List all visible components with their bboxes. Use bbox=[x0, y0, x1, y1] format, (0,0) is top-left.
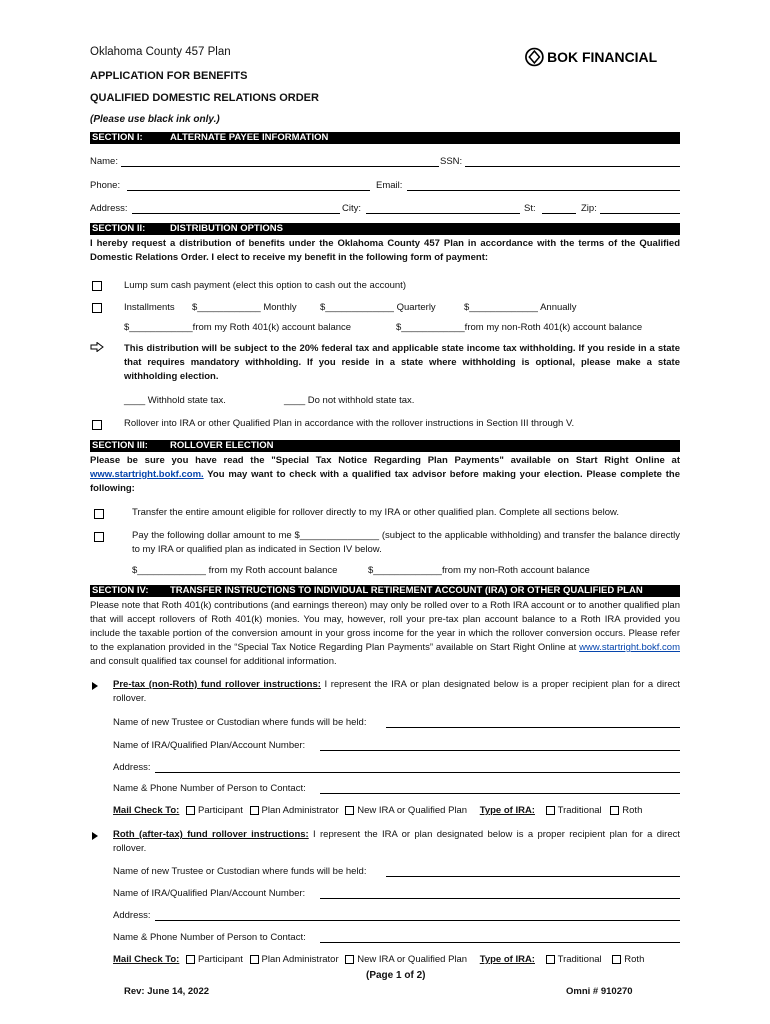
roth-contact-field[interactable] bbox=[320, 942, 680, 943]
startright-link[interactable]: www.startright.bokf.com. bbox=[90, 469, 204, 480]
startright-link[interactable]: www.startright.bokf.com bbox=[579, 642, 680, 653]
section-3-bar bbox=[90, 440, 680, 452]
section-number: SECTION IV: bbox=[92, 585, 149, 596]
rollover-intro-text-2: You may want to check with a qualified tax advisor before making your election. Please complete the following: bbox=[90, 469, 681, 494]
type-ira-label: Type of IRA: bbox=[479, 954, 535, 965]
transfer-intro-text: Please note that Roth 401(k) contributions (and earnings thereon) may only be rolled over to a Roth IRA account or to another qualified plan that will accept rollovers of Roth 401(k) monies. You may, however, roll your pre-tax plan account balance to a Roth IRA provided you include the taxable portion of the conversion amount in your gross income for the year in which the rollover conversion occurs. Please refer to the explanation provided in the “Special Tax Notice Regarding Plan Payments” available on Start Right Online at bbox=[90, 600, 680, 653]
plan-name: Oklahoma County 457 Plan bbox=[90, 46, 231, 58]
phone-field[interactable] bbox=[127, 190, 370, 191]
distribution-intro: I hereby request a distribution of benefits under the Oklahoma County 457 Plan in accordance with the terms of the Qualified Domestic Relations Order. I elect to receive my benefit in the following form of payment: bbox=[90, 238, 680, 263]
plan-admin-label: Plan Administrator bbox=[261, 805, 339, 816]
new-ira-checkbox[interactable] bbox=[345, 955, 354, 964]
rollover-label: Rollover into IRA or other Qualified Plan in accordance with the rollover instructions in Section III through V. bbox=[124, 418, 575, 429]
installments-label: Installments bbox=[124, 302, 175, 313]
arrow-right-icon bbox=[90, 342, 104, 352]
participant-label: Participant bbox=[197, 954, 243, 965]
email-field[interactable] bbox=[407, 190, 680, 191]
rollover-intro bbox=[90, 454, 680, 496]
mail-check-label: Mail Check To: bbox=[113, 805, 180, 816]
section-title: ROLLOVER ELECTION bbox=[170, 440, 274, 451]
roth-trustee-field[interactable] bbox=[386, 876, 680, 877]
svg-text:BOK FINANCIAL: BOK FINANCIAL bbox=[547, 49, 658, 66]
mail-check-label: Mail Check To: bbox=[113, 954, 180, 965]
ssn-label: SSN: bbox=[440, 156, 463, 167]
roth-account-field[interactable] bbox=[320, 898, 680, 899]
section-4-bar bbox=[90, 585, 680, 597]
city-label: City: bbox=[342, 203, 361, 214]
transfer-intro bbox=[90, 599, 680, 669]
revision-date: Rev: June 14, 2022 bbox=[124, 986, 210, 997]
new-ira-label: New IRA or Qualified Plan bbox=[357, 805, 468, 816]
name-label: Name: bbox=[90, 156, 118, 167]
zip-label: Zip: bbox=[581, 203, 597, 214]
lump-sum-checkbox[interactable] bbox=[92, 281, 102, 291]
plan-admin-checkbox[interactable] bbox=[250, 806, 259, 815]
ssn-field[interactable] bbox=[465, 166, 680, 167]
transfer-entire-label: Transfer the entire amount eligible for rollover directly to my IRA or other qualified plan. Complete all sections below. bbox=[132, 507, 620, 518]
new-ira-checkbox[interactable] bbox=[345, 806, 354, 815]
nonroth-balance-field[interactable]: $____________from my non-Roth 401(k) account balance bbox=[396, 322, 643, 333]
roth-checkbox[interactable] bbox=[612, 955, 621, 964]
ink-note: (Please use black ink only.) bbox=[90, 114, 220, 125]
tax-withholding-note: This distribution will be subject to the 20% federal tax and applicable state income tax withholding. If you reside in a state that requires mandatory withholding. If you reside in a state where withholding is optional, please make a state withholding election. bbox=[124, 343, 680, 382]
roth-balance-field[interactable]: $____________from my Roth 401(k) account balance bbox=[124, 322, 352, 333]
name-field[interactable] bbox=[121, 166, 439, 167]
rollover-intro-text: Please be sure you have read the "Special Tax Notice Regarding Plan Payments" available on Start Right Online at bbox=[90, 455, 680, 466]
installments-checkbox[interactable] bbox=[92, 303, 102, 313]
pretax-address-field[interactable] bbox=[155, 772, 680, 773]
state-field[interactable] bbox=[542, 213, 576, 214]
pay-amount-checkbox[interactable] bbox=[94, 532, 104, 542]
pretax-text: I represent the IRA or plan designated below is a proper recipient plan for a direct rollover. bbox=[113, 679, 680, 704]
section-title: ALTERNATE PAYEE INFORMATION bbox=[170, 132, 329, 143]
address-field[interactable] bbox=[132, 213, 340, 214]
omni-number: Omni # 910270 bbox=[566, 986, 633, 997]
plan-admin-checkbox[interactable] bbox=[250, 955, 259, 964]
roth-text: I represent the IRA or plan designated below is a proper recipient plan for a direct rollover. bbox=[113, 829, 681, 854]
type-ira-label: Type of IRA: bbox=[479, 805, 535, 816]
participant-checkbox[interactable] bbox=[186, 955, 195, 964]
triangle-bullet-icon bbox=[92, 832, 98, 840]
form-title: APPLICATION FOR BENEFITS bbox=[90, 70, 248, 82]
participant-checkbox[interactable] bbox=[186, 806, 195, 815]
roth-mail-check-row bbox=[113, 954, 644, 965]
pretax-account-label: Name of IRA/Qualified Plan/Account Number: bbox=[113, 740, 306, 751]
roth-account-label: Name of IRA/Qualified Plan/Account Number: bbox=[113, 888, 306, 899]
pretax-account-field[interactable] bbox=[320, 750, 680, 751]
form-subtitle: QUALIFIED DOMESTIC RELATIONS ORDER bbox=[90, 92, 319, 104]
new-ira-label: New IRA or Qualified Plan bbox=[357, 954, 468, 965]
roth-trustee-label: Name of new Trustee or Custodian where funds will be held: bbox=[113, 866, 367, 877]
rollover-checkbox[interactable] bbox=[92, 420, 102, 430]
address-label: Address: bbox=[90, 203, 128, 214]
transfer-intro-text-2: and consult qualified tax counsel for additional information. bbox=[90, 656, 337, 667]
city-field[interactable] bbox=[366, 213, 520, 214]
page-number: (Page 1 of 2) bbox=[366, 970, 426, 981]
pretax-address-label: Address: bbox=[113, 762, 151, 773]
pretax-contact-field[interactable] bbox=[320, 793, 680, 794]
nonroth-account-amount-field[interactable]: $_____________from my non-Roth account balance bbox=[368, 565, 590, 576]
transfer-entire-checkbox[interactable] bbox=[94, 509, 104, 519]
section-1-bar bbox=[90, 132, 680, 144]
quarterly-amount-field[interactable]: $_____________ Quarterly bbox=[320, 302, 436, 313]
participant-label: Participant bbox=[197, 805, 243, 816]
no-withhold-state-tax-option[interactable]: ____ Do not withhold state tax. bbox=[284, 395, 415, 406]
roth-label: Roth bbox=[624, 954, 645, 965]
pretax-trustee-label: Name of new Trustee or Custodian where funds will be held: bbox=[113, 717, 367, 728]
lump-sum-label: Lump sum cash payment (elect this option to cash out the account) bbox=[124, 280, 406, 291]
bok-financial-logo bbox=[512, 46, 682, 68]
section-number: SECTION III: bbox=[92, 440, 148, 451]
pay-amount-label: Pay the following dollar amount to me $_______________ (subject to the applicable withholding) and transfer the balance directly to my IRA or qualified plan as indicated in Section IV below. bbox=[132, 530, 680, 555]
section-2-bar bbox=[90, 223, 680, 235]
traditional-label: Traditional bbox=[557, 954, 602, 965]
pretax-trustee-field[interactable] bbox=[386, 727, 680, 728]
state-label: St: bbox=[524, 203, 536, 214]
traditional-checkbox[interactable] bbox=[546, 955, 555, 964]
pretax-mail-check-row bbox=[113, 805, 642, 816]
pretax-heading: Pre-tax (non-Roth) fund rollover instructions: bbox=[113, 679, 321, 690]
roth-address-label: Address: bbox=[113, 910, 151, 921]
traditional-checkbox[interactable] bbox=[546, 806, 555, 815]
roth-contact-label: Name & Phone Number of Person to Contact: bbox=[113, 932, 306, 943]
section-title: TRANSFER INSTRUCTIONS TO INDIVIDUAL RETIREMENT ACCOUNT (IRA) OR OTHER QUALIFIED PLAN bbox=[170, 585, 643, 596]
email-label: Email: bbox=[376, 180, 403, 191]
roth-heading: Roth (after-tax) fund rollover instructions: bbox=[113, 829, 309, 840]
pretax-contact-label: Name & Phone Number of Person to Contact: bbox=[113, 783, 306, 794]
roth-account-amount-field[interactable]: $_____________ from my Roth account balance bbox=[132, 565, 338, 576]
plan-admin-label: Plan Administrator bbox=[261, 954, 339, 965]
annually-amount-field[interactable]: $_____________ Annually bbox=[464, 302, 577, 313]
monthly-amount-field[interactable]: $____________ Monthly bbox=[192, 302, 297, 313]
section-number: SECTION I: bbox=[92, 132, 143, 143]
phone-label: Phone: bbox=[90, 180, 121, 191]
triangle-bullet-icon bbox=[92, 682, 98, 690]
section-title: DISTRIBUTION OPTIONS bbox=[170, 223, 283, 234]
roth-address-field[interactable] bbox=[155, 920, 680, 921]
withhold-state-tax-option[interactable]: ____ Withhold state tax. bbox=[124, 395, 226, 406]
roth-label: Roth bbox=[622, 805, 643, 816]
zip-field[interactable] bbox=[600, 213, 680, 214]
section-number: SECTION II: bbox=[92, 223, 146, 234]
roth-checkbox[interactable] bbox=[610, 806, 619, 815]
traditional-label: Traditional bbox=[557, 805, 602, 816]
pretax-instructions bbox=[113, 678, 680, 706]
roth-instructions bbox=[113, 828, 680, 856]
